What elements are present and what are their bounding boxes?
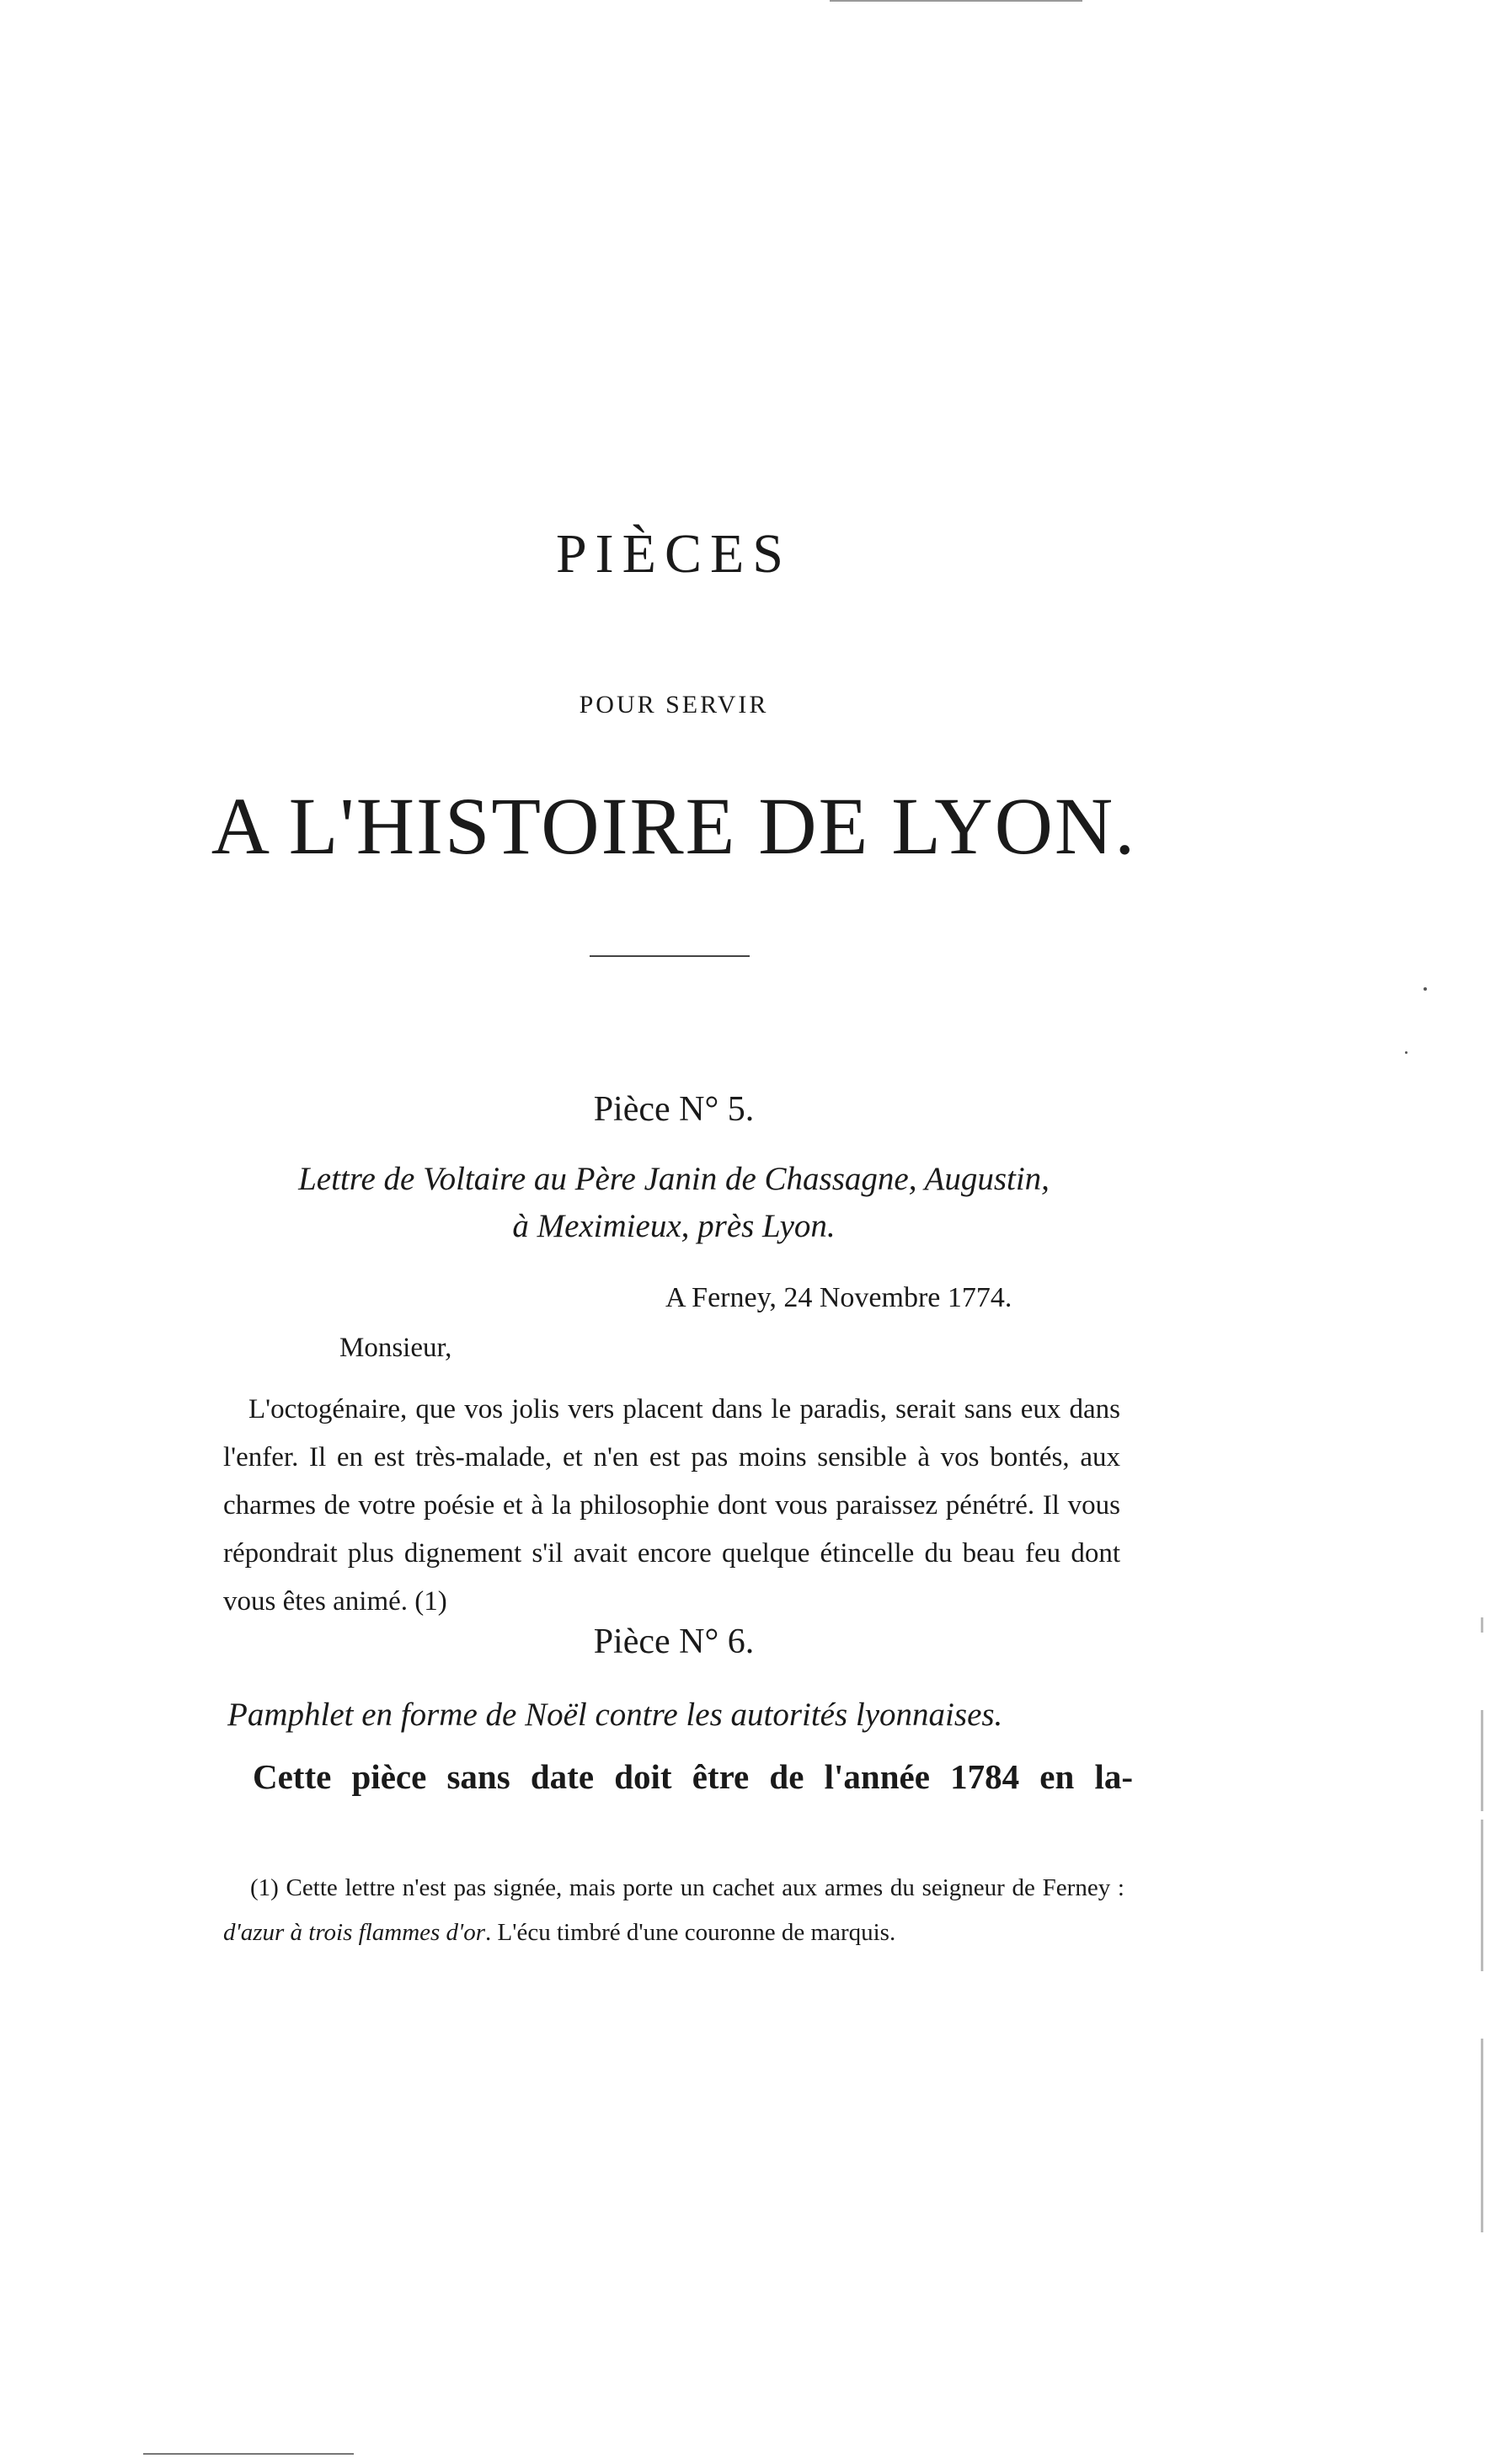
edge-mark <box>1481 1617 1483 1633</box>
piece-5-subject <box>0 1156 1348 1250</box>
footnote-blazon: d'azur à trois flammes d'or <box>223 1919 486 1946</box>
title-pour-servir: POUR SERVIR <box>579 691 769 719</box>
letter-body: L'octogénaire, que vos jolis vers placent dans le paradis, serait sans eux dans l'enfer. Il en est très-malade, et n'en est pas moins sensible à vos bontés, aux charmes de votre poésie et à la philosophie dont vous paraissez pénétré. Il vous répondrait plus dignement s'il avait encore quelque étincelle du beau feu dont vous êtes animé. (1) <box>223 1394 1120 1617</box>
bottom-edge-rule <box>143 2453 354 2455</box>
piece-6-body-start: Cette pièce sans date doit être de l'année 1784 en la- <box>253 1757 1133 1796</box>
piece-6-subject: Pamphlet en forme de Noël contre les autorités lyonnaises. <box>227 1697 1003 1733</box>
piece-5-subject-line-2: à Meximieux, près Lyon. <box>512 1208 836 1244</box>
top-edge-rule <box>830 0 1082 2</box>
footnote-text-end: . L'écu timbré d'une couronne de marquis. <box>485 1919 896 1946</box>
piece-6-heading: Pièce N° 6. <box>593 1622 755 1661</box>
edge-mark <box>1481 2039 1483 2232</box>
edge-mark <box>1481 1820 1483 1971</box>
letter-dateline: A Ferney, 24 Novembre 1774. <box>665 1282 1012 1313</box>
letter-salutation: Monsieur, <box>339 1333 452 1363</box>
piece-5-heading: Pièce N° 5. <box>593 1090 755 1129</box>
footnote <box>223 1866 1124 1955</box>
title-divider <box>590 955 750 957</box>
title-pieces: PIÈCES <box>555 523 793 585</box>
title-histoire-de-lyon: A L'HISTOIRE DE LYON. <box>211 781 1137 871</box>
piece-5-subject-line-1: Lettre de Voltaire au Père Janin de Chassagne, Augustin, <box>298 1161 1050 1197</box>
print-speck <box>1405 1051 1408 1054</box>
print-speck <box>1424 987 1427 991</box>
edge-mark <box>1481 1710 1483 1811</box>
footnote-text-start: (1) Cette lettre n'est pas signée, mais porte un cachet aux armes du seigneur de Ferney : <box>250 1874 1124 1901</box>
